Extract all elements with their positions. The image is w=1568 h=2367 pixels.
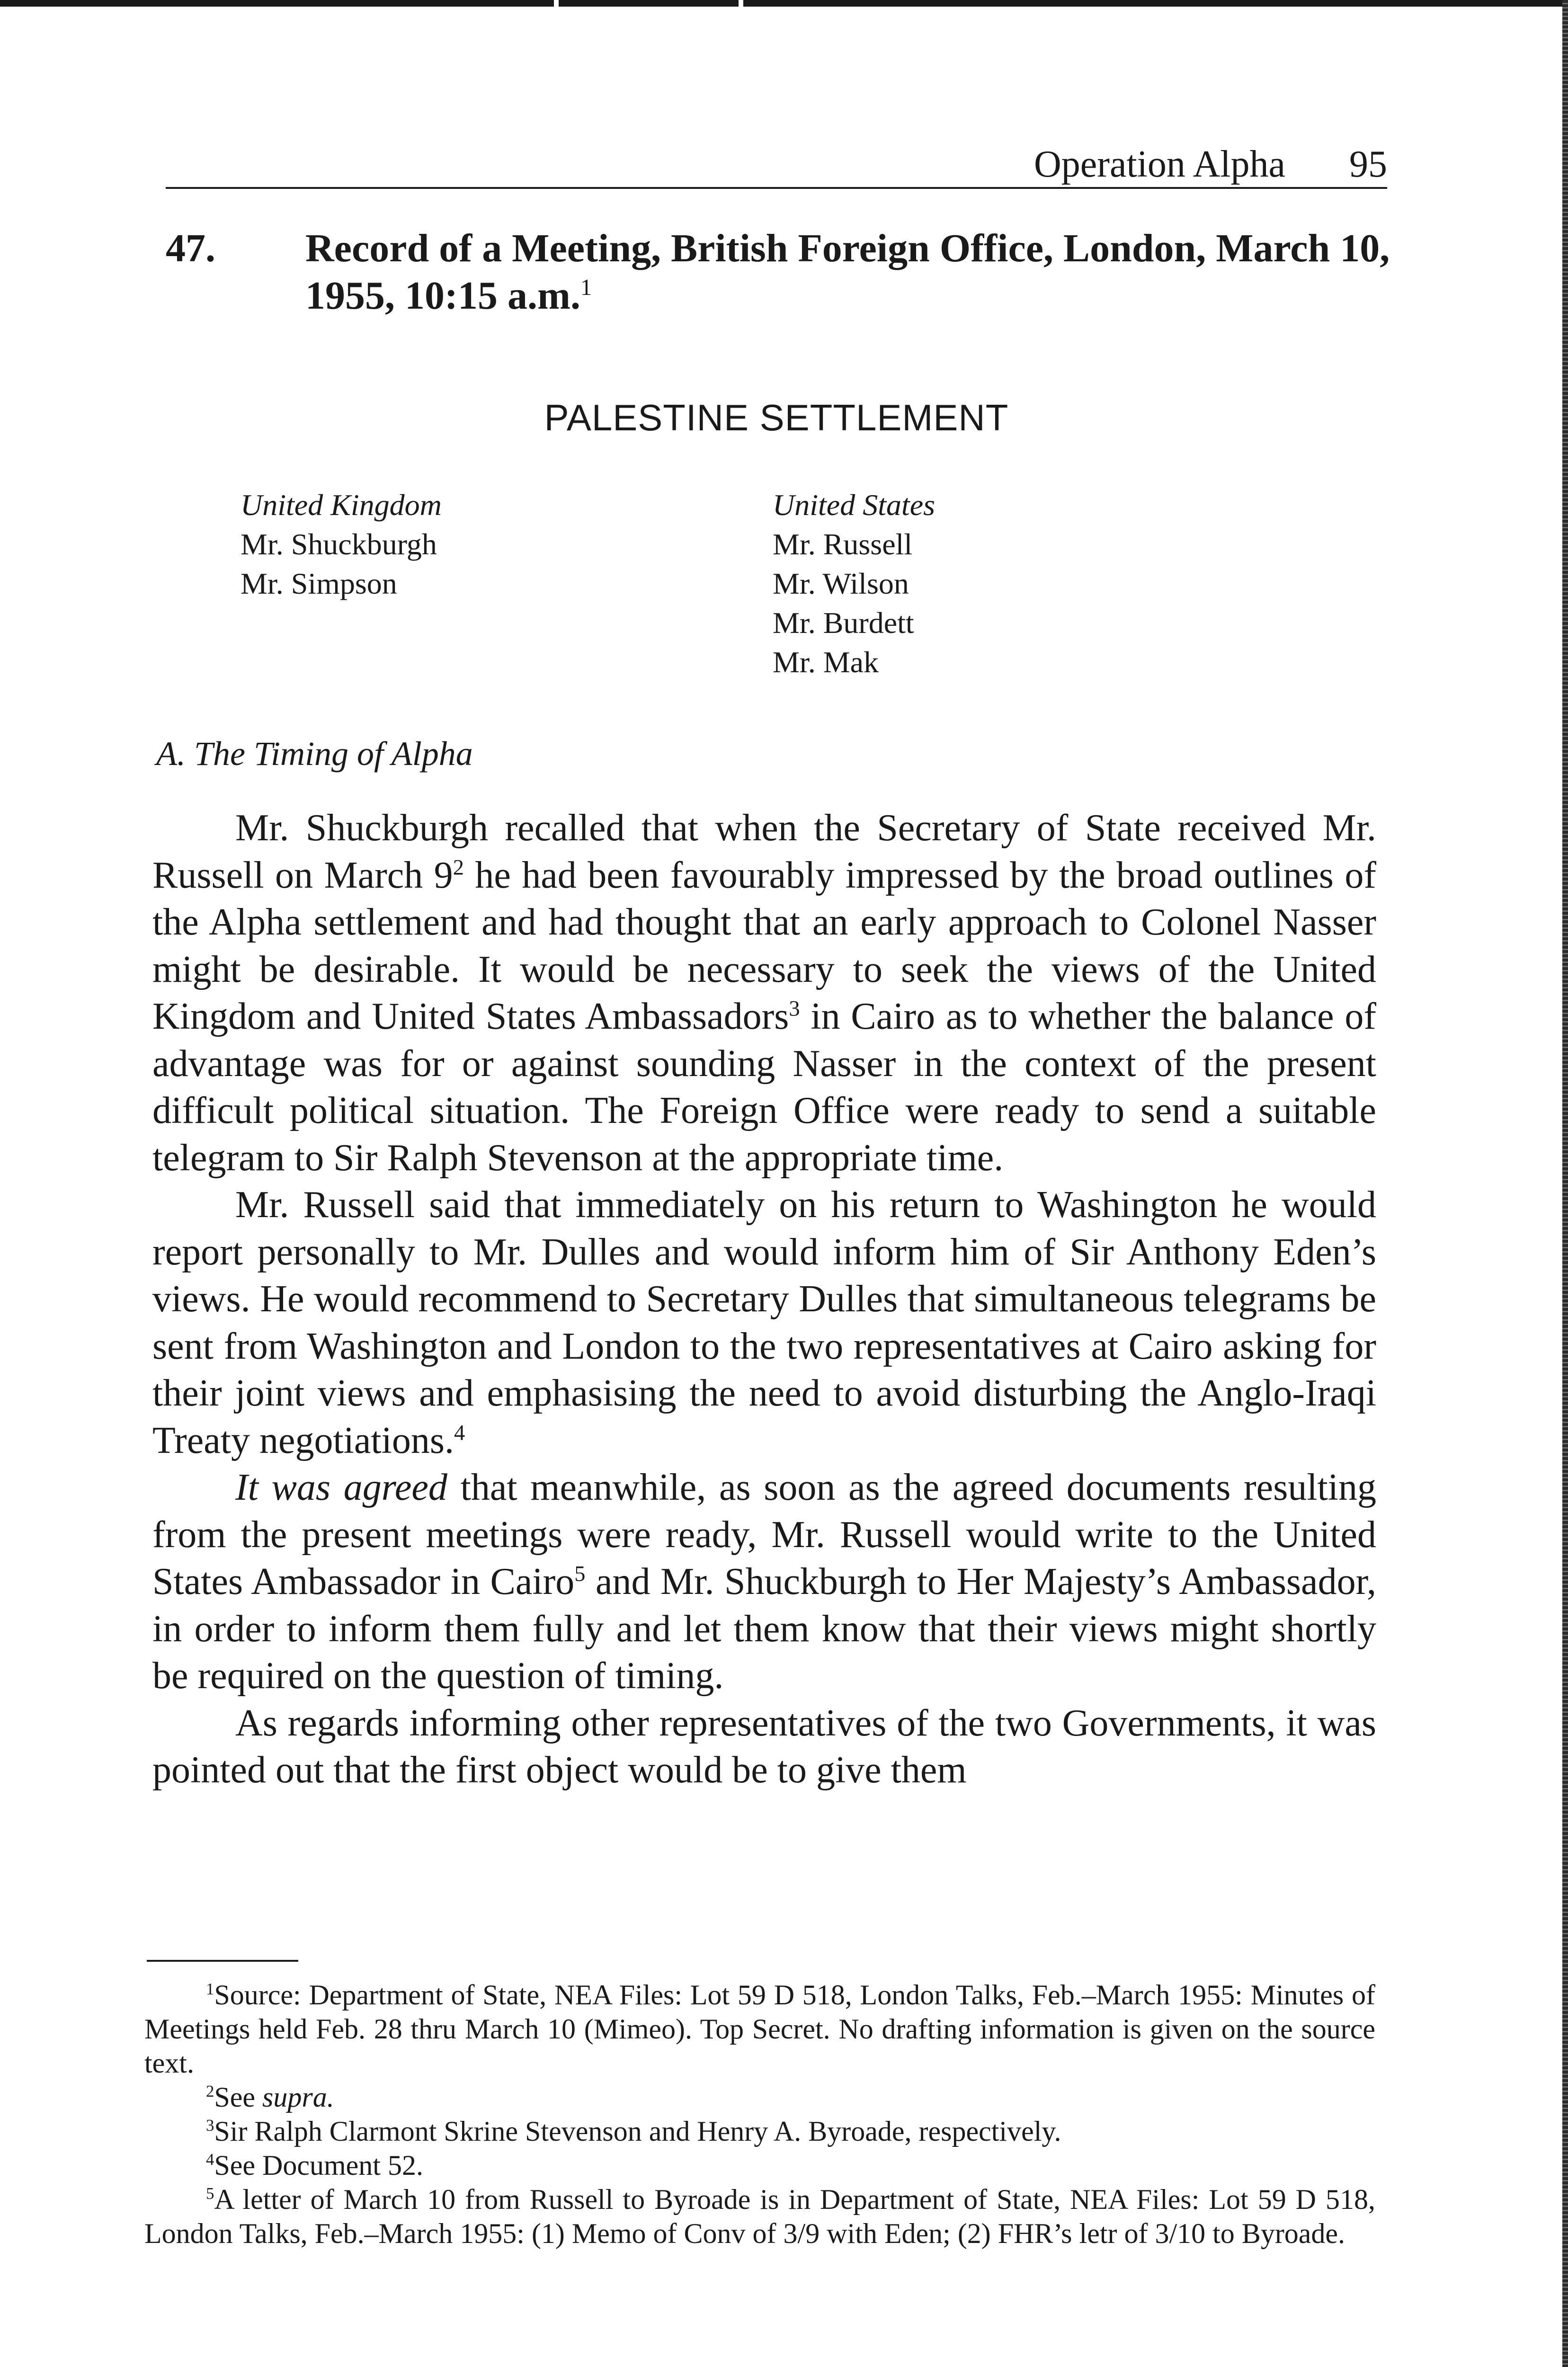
footnote-text: See Document 52.: [214, 2150, 423, 2181]
page-number: 95: [1349, 143, 1387, 185]
subsection-heading: A. The Timing of Alpha: [156, 735, 473, 773]
footnote-marker: 2: [206, 2082, 214, 2100]
paragraph-text: in Cairo as to whether the balance of advantage was for or against sounding Nasser in the context of the present difficult political situation. The Foreign Office were ready to send a suitable telegram to Sir Ralph Stevenson at the appropriate time.: [152, 996, 1376, 1179]
participant-name: Mr. Russell: [773, 527, 913, 561]
participant-name: Mr. Simpson: [241, 567, 397, 600]
document-title-text: Record of a Meeting, British Foreign Office, London, March 10, 1955, 10:15 a.m.: [305, 226, 1390, 318]
footnote: [144, 2182, 1375, 2251]
body-text: [152, 805, 1376, 1794]
footnote-divider: [147, 1960, 298, 1962]
footnote-marker: 4: [206, 2150, 214, 2169]
paragraph-text: Mr. Russell said that immediately on his return to Washington he would report personally to Mr. Dulles and would inform him of Sir Anthony Eden’s views. He would recommend to Secretary Dulles that simultaneous telegrams be sent from Washington and London to the two representatives at Cairo asking for their joint views and emphasising the need to avoid disturbing the Anglo-Iraqi Treaty negotiations.: [152, 1184, 1376, 1461]
participant-name: Mr. Shuckburgh: [241, 527, 437, 561]
footnote-text: A letter of March 10 from Russell to Byroade is in Department of State, NEA Files: Lot 59 D 518, London Talks, Feb.–March 1955: (1) Memo of Conv of 3/9 with Eden; (2) FHR’s letr of 3/10 to Byroade.: [144, 2184, 1375, 2249]
footnote: [144, 2148, 1375, 2182]
emphasis-text: It was agreed: [235, 1467, 447, 1508]
scan-right-edge: [1562, 0, 1568, 2367]
paragraph: [152, 1464, 1376, 1700]
footnote-text: Sir Ralph Clarmont Skrine Stevenson and Henry A. Byroade, respectively.: [214, 2116, 1061, 2147]
footnotes: [144, 1978, 1375, 2251]
document-title: [305, 225, 1394, 320]
footnote-ref: 2: [453, 855, 464, 880]
paragraph: [152, 805, 1376, 1182]
scan-border-gap: [554, 0, 559, 7]
participant-name: Mr. Burdett: [773, 606, 914, 640]
footnote-ref: 5: [574, 1562, 586, 1586]
running-head: [166, 142, 1387, 189]
paragraph-text: that meanwhile, as soon as the agreed documents resulting from the present meetings were ready, Mr. Russell would write to the United States Ambassador in Cairo: [152, 1467, 1377, 1602]
footnote: [144, 2080, 1375, 2114]
paragraph: [152, 1700, 1376, 1794]
footnote-text: Source: Department of State, NEA Files: Lot 59 D 518, London Talks, Feb.–March 1955: Minutes of Meetings held Feb. 28 thru March 10 (Mimeo). Top Secret. No drafting information is given on the source text.: [144, 1979, 1375, 2079]
footnote-ref: 1: [580, 275, 592, 300]
footnote: [144, 1978, 1375, 2080]
participant-name: Mr. Wilson: [773, 567, 909, 600]
footnote-ref: 4: [454, 1420, 465, 1445]
participants-us-heading: United States: [773, 488, 935, 522]
footnote-ref: 3: [789, 997, 800, 1021]
participants-uk-heading: United Kingdom: [241, 488, 442, 522]
participants-uk: [241, 485, 442, 603]
paragraph-text: he had been favourably impressed by the broad outlines of the Alpha settlement and had thought that an early approach to Colonel Nasser might be desirable. It would be necessary to seek the views of the United Kingdom and United States Ambassadors: [152, 854, 1377, 1037]
footnote-marker: 1: [206, 1980, 214, 1998]
paragraph-text: Mr. Shuckburgh recalled that when the Secretary of State received Mr. Russell on March 9: [152, 807, 1376, 896]
section-heading: PALESTINE SETTLEMENT: [544, 397, 1009, 438]
document-number: 47.: [166, 226, 215, 270]
scan-top-border: [0, 0, 1568, 7]
paragraph: [152, 1182, 1376, 1464]
footnote-text: See: [214, 2082, 263, 2113]
footnote: [144, 2114, 1375, 2148]
running-head-title: Operation Alpha: [1034, 143, 1285, 185]
paragraph-text: As regards informing other representatives of the two Governments, it was pointed out that the first object would be to give them: [152, 1702, 1376, 1791]
paragraph-text: and Mr. Shuckburgh to Her Majesty’s Ambassador, in order to inform them fully and let them know that their views might shortly be required on the question of timing.: [152, 1561, 1376, 1697]
footnote-emphasis: supra.: [262, 2082, 334, 2113]
participant-name: Mr. Mak: [773, 645, 879, 679]
scan-border-gap: [739, 0, 743, 7]
footnote-marker: 5: [206, 2184, 214, 2203]
footnote-marker: 3: [206, 2116, 214, 2135]
participants-us: [773, 485, 935, 682]
